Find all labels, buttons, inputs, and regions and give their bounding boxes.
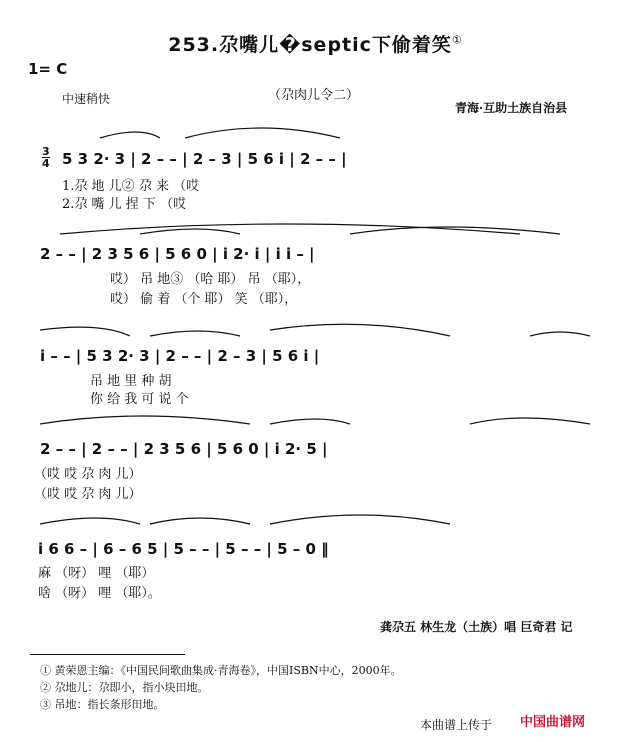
lyric-verse-1: （哎 哎 尕 肉 儿） <box>34 467 142 482</box>
notation-line: 5 3 2· 3 | 2 – – | 2 – 3 | 5 6 i | 2 – – | <box>62 150 347 168</box>
notation-line: 2 – – | 2 – – | 2 3 5 6 | 5 6 0 | i 2· 5 | <box>40 440 328 458</box>
notation-line: 2 – – | 2 3 5 6 | 5 6 0 | i 2· i | i i – | <box>40 245 315 263</box>
lyric-verse-2: 2.尕 嘴 儿 捏 下 （哎 <box>62 197 187 212</box>
upload-notice: 本曲谱上传于 <box>420 718 493 732</box>
notation-line: i 6 6 – | 6 – 6 5 | 5 – – | 5 – – | 5 – 0 ‖ <box>38 540 329 558</box>
time-signature: 3 4 <box>42 145 50 170</box>
footnote-divider <box>30 654 185 655</box>
lyric-verse-2: 你 给 我 可 说 个 <box>90 392 189 407</box>
region-label: 青海·互助土族自治县 <box>455 101 568 115</box>
footnote-2: ② 尕地儿：尕即小，指小块田地。 <box>40 681 209 694</box>
footnote-3: ③ 吊地：指长条形田地。 <box>40 698 165 711</box>
notation-line: i – – | 5 3 2· 3 | 2 – – | 2 – 3 | 5 6 i | <box>40 347 320 365</box>
lyric-verse-1: 麻 （呀） 哩 （耶） <box>38 566 155 581</box>
lyric-verse-1: 吊 地 里 种 胡 <box>90 374 172 389</box>
key-signature: 1= C <box>28 60 68 78</box>
lyric-verse-1: 哎） 吊 地③ （哈 耶） 吊 （耶）， <box>110 272 311 287</box>
lyric-verse-2: 哎） 偷 着 （个 耶） 笑 （耶）， <box>110 292 298 307</box>
footnote-1: ① 黄荣恩主编：《中国民间歌曲集成·青海卷》，中国ISBN中心，2000年。 <box>40 664 402 677</box>
credit-line: 龚尕五 林生龙（土族）唱 巨奇君 记 <box>380 620 573 634</box>
tune-subtitle: （尕肉儿令二） <box>268 88 360 103</box>
lyric-verse-2: 啥 （呀） 哩 （耶）。 <box>38 586 161 601</box>
song-title: 253.尕嘴儿�septic下偷着笑① <box>168 33 463 56</box>
lyric-verse-1: 1.尕 地 儿② 尕 来 （哎 <box>62 179 200 194</box>
site-logo[interactable]: 中国曲谱网 <box>520 715 586 730</box>
lyric-verse-2: （哎 哎 尕 肉 儿） <box>34 487 142 502</box>
tempo-marking: 中速稍快 <box>62 92 111 106</box>
